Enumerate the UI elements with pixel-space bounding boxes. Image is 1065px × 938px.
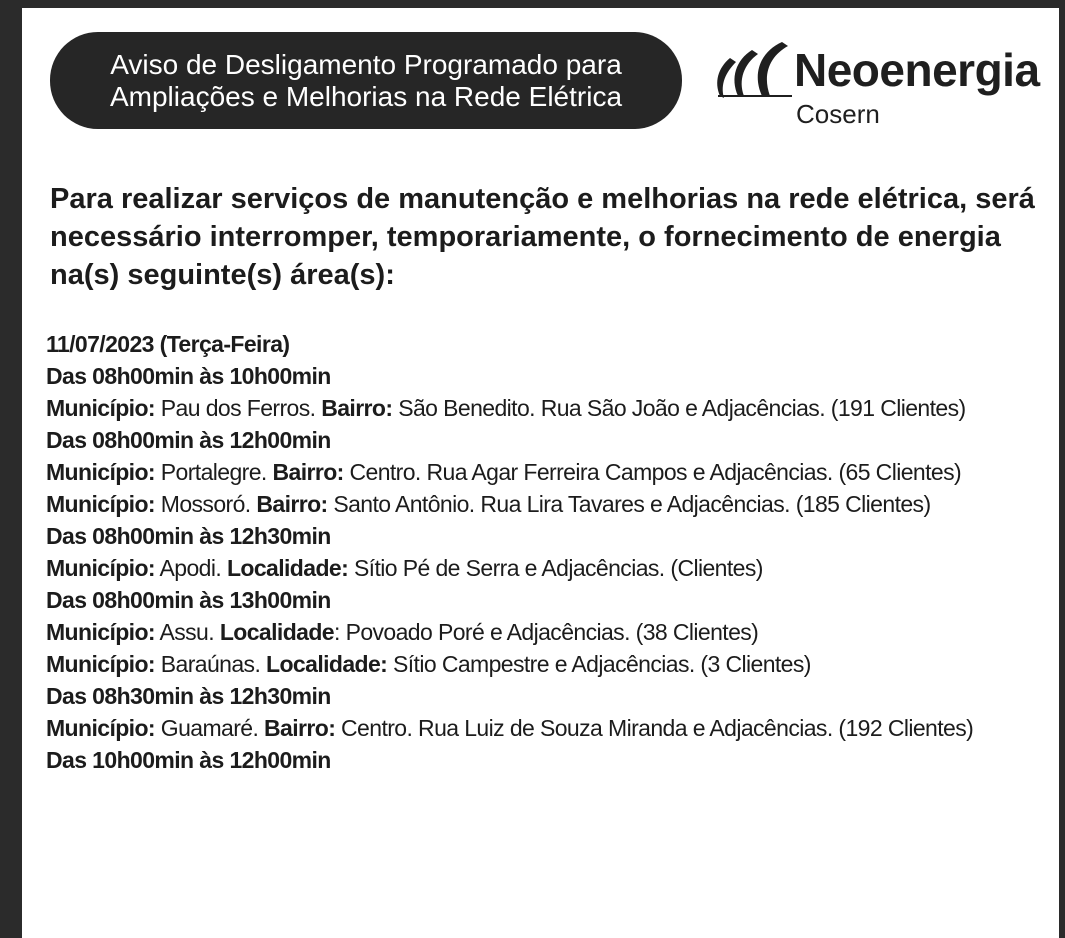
schedule-list — [46, 328, 1046, 776]
time-slot: Das 08h00min às 10h00min — [46, 363, 331, 389]
bairro-label: Bairro: — [256, 491, 328, 517]
municipio-label: Município: — [46, 715, 155, 741]
brand-name: Neoenergia — [794, 44, 1040, 96]
time-slot: Das 10h00min às 12h00min — [46, 747, 331, 773]
municipio-label: Município: — [46, 459, 155, 485]
bairro-label: Bairro: — [272, 459, 344, 485]
title-line-2: Ampliações e Melhorias na Rede Elétrica — [109, 80, 623, 112]
municipio-label: Município: — [46, 651, 155, 677]
outage-entry — [46, 456, 1046, 488]
municipio-value: Portalegre. — [160, 459, 267, 485]
bairro-value: Centro. Rua Agar Ferreira Campos e Adjacências. (65 Clientes) — [349, 459, 962, 485]
localidade-value: Sítio Pé de Serra e Adjacências. (Clientes) — [353, 555, 763, 581]
municipio-value: Apodi. — [159, 555, 222, 581]
title-line-1: Aviso de Desligamento Programado para — [110, 48, 622, 80]
localidade-label: Localidade: — [226, 555, 349, 581]
municipio-label: Município: — [46, 491, 155, 517]
bairro-value: São Benedito. Rua São João e Adjacências. (191 Clientes) — [398, 395, 966, 421]
municipio-value: Mossoró. — [160, 491, 251, 517]
localidade-value: : Povoado Poré e Adjacências. (38 Clientes) — [334, 619, 759, 645]
bairro-value: Santo Antônio. Rua Lira Tavares e Adjacências. (185 Clientes) — [333, 491, 931, 517]
municipio-value: Guamaré. — [160, 715, 259, 741]
localidade-label: Localidade — [219, 619, 334, 645]
municipio-value: Assu. — [159, 619, 215, 645]
time-slot: Das 08h30min às 12h30min — [46, 683, 331, 709]
time-slot: Das 08h00min às 13h00min — [46, 587, 331, 613]
municipio-label: Município: — [46, 619, 155, 645]
municipio-label: Município: — [46, 395, 155, 421]
outage-entry — [46, 616, 1046, 648]
municipio-value: Pau dos Ferros. — [160, 395, 316, 421]
outage-entry — [46, 488, 1046, 520]
bairro-value: Centro. Rua Luiz de Souza Miranda e Adjacências. (192 Clientes) — [341, 715, 974, 741]
bairro-label: Bairro: — [321, 395, 393, 421]
outage-entry — [46, 392, 1046, 424]
intro-paragraph: Para realizar serviços de manutenção e melhorias na rede elétrica, será necessário interromper, temporariamente, o fornecimento de energia na(s) seguinte(s) área(s): — [50, 183, 1035, 291]
time-slot: Das 08h00min às 12h00min — [46, 427, 331, 453]
municipio-value: Baraúnas. — [160, 651, 261, 677]
time-slot: Das 08h00min às 12h30min — [46, 523, 331, 549]
localidade-label: Localidade: — [266, 651, 388, 677]
outage-entry — [46, 648, 1046, 680]
title-pill — [50, 32, 682, 129]
schedule-date: 11/07/2023 (Terça-Feira) — [46, 331, 290, 357]
outage-entry — [46, 712, 1046, 744]
bairro-label: Bairro: — [264, 715, 336, 741]
localidade-value: Sítio Campestre e Adjacências. (3 Clientes) — [393, 651, 811, 677]
neoenergia-flame-icon — [708, 38, 792, 106]
municipio-label: Município: — [46, 555, 155, 581]
brand-subtitle: Cosern — [796, 99, 880, 129]
outage-entry — [46, 552, 1046, 584]
